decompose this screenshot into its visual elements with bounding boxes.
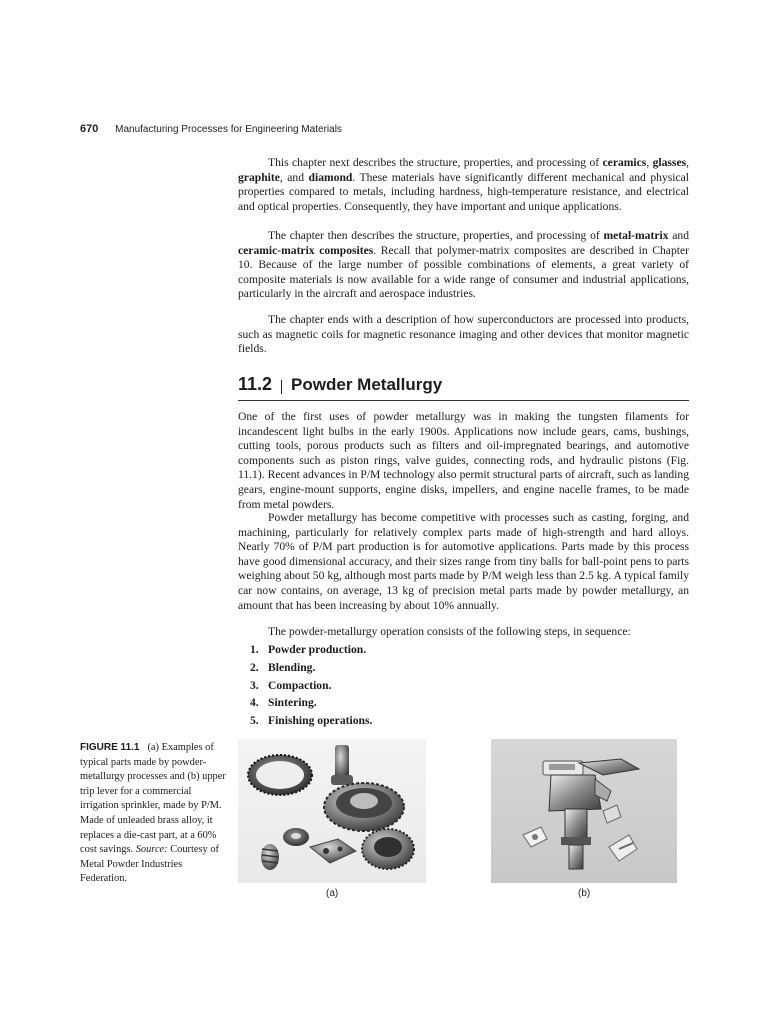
figure-photo-b — [491, 739, 677, 883]
trip-lever-part-icon — [603, 805, 621, 823]
figure-caption — [80, 741, 230, 887]
intro-paragraph-2 — [238, 229, 689, 302]
figure-sublabel-b: (b) — [578, 888, 591, 899]
gear-assembly-icon — [324, 783, 404, 831]
figure-photo-a — [238, 739, 426, 883]
splined-shaft-icon — [331, 745, 353, 785]
section-divider — [281, 380, 282, 394]
bearing-disk-icon — [362, 829, 414, 869]
ring-gear-icon — [248, 755, 312, 795]
list-item — [250, 677, 372, 695]
steps-list — [250, 641, 372, 730]
worm-gear-icon — [261, 844, 279, 870]
step-label: Blending. — [268, 660, 316, 674]
step-label: Sintering. — [268, 696, 317, 710]
text-run: , and — [279, 170, 309, 184]
section-title: Powder Metallurgy — [291, 375, 443, 394]
source-text: Courtesy of Metal Powder Industries Federation. — [80, 844, 220, 885]
text-run: This chapter next describes the structure, properties, and processing of — [268, 156, 603, 169]
page-number: 670 — [80, 123, 99, 135]
trip-lever-part-icon — [523, 827, 547, 847]
list-item — [250, 659, 372, 677]
text-run: . These materials have significantly different mechanical and physical properties compared to metals, including hardness, high-temperature resistance, and electrical and optical properties. Consequently, they have important and unique applications. — [238, 170, 689, 213]
step-label: Powder production. — [268, 643, 367, 656]
section-paragraph-2: Powder metallurgy has become competitive with processes such as casting, forging, and machining, particularly for relatively complex parts made of high-strength and hard alloys. Nearly 70% of P/M part production is for automotive applications. Parts made by this process have good dimensional accuracy, and their sizes range from tiny balls for ball-point pens to parts weighing about 50 kg, although most parts made by P/M weigh less than 2.5 kg. A typical family car now contains, on average, 13 kg of precision metal parts made by powder metallurgy, an amount that has been increasing by about 10% annually. — [238, 511, 689, 612]
term-metal-matrix: metal-matrix — [603, 229, 669, 242]
step-label: Finishing operations. — [268, 714, 373, 728]
text-run: and — [668, 229, 689, 242]
step-number: 1. — [250, 643, 259, 656]
section-number: 11.2 — [238, 374, 273, 394]
section-paragraph-1: One of the first uses of powder metallurgy was in making the tungsten filaments for incandescent light bulbs in the early 1900s. Applications now include gears, cams, bushings, cutting tools, porous products such as filters and oil-impregnated bearings, and automotive components such as piston rings, valve guides, connecting rods, and hydraulic pistons (Fig. 11.1). Recent advances in P/M technology also permit structural parts of aircraft, such as landing gears, engine-mount supports, engine disks, impellers, and engine nacelle frames, to be made from metal powders. — [238, 410, 689, 511]
text-run: , — [646, 156, 653, 169]
text-run: . Recall that polymer-matrix composites are described in Chapter 10. Because of the large number of possible combinations of elements, a great variety of composite materials is now available for a wide range of consumer and industrial applications, particularly in the aircraft and aerospace industries. — [238, 243, 689, 301]
running-title: Manufacturing Processes for Engineering Materials — [115, 124, 342, 135]
step-number: 2. — [250, 660, 259, 674]
flange-plate-icon — [310, 839, 356, 863]
step-number: 5. — [250, 714, 259, 728]
text-run: The chapter then describes the structure, properties, and processing of — [268, 229, 604, 242]
list-item — [250, 694, 372, 712]
step-number: 3. — [250, 678, 259, 692]
term-graphite: graphite — [238, 170, 280, 184]
term-glasses: glasses — [652, 156, 687, 169]
figure-sublabel-a: (a) — [326, 888, 339, 899]
intro-paragraph-3: The chapter ends with a description of how superconductors are processed into products, such as magnetic coils for magnetic resonance imaging and other devices that monitor magnetic fields. — [238, 313, 689, 356]
section-heading — [238, 374, 689, 401]
term-ceramic-matrix: ceramic-matrix composites — [238, 243, 374, 257]
step-label: Compaction. — [268, 678, 332, 692]
section-paragraph-3: The powder-metallurgy operation consists of the following steps, in sequence: — [268, 625, 631, 638]
term-ceramics: ceramics — [602, 156, 647, 169]
list-item — [250, 641, 372, 659]
running-head — [80, 123, 342, 135]
trip-lever-part-icon — [609, 835, 637, 861]
sprinkler-illustration — [491, 739, 677, 883]
step-number: 4. — [250, 696, 259, 710]
source-label: Source: — [135, 844, 168, 856]
figure-label: FIGURE 11.1 — [80, 742, 140, 753]
caption-text: (a) Examples of typical parts made by powder-metallurgy processes and (b) upper trip lever for a commercial irrigation sprinkler, made by P/M. Made of unleaded brass alloy, it replaces a die-cast part, at a 60% cost savings. — [80, 742, 226, 856]
list-item — [250, 712, 372, 730]
pm-parts-illustration — [238, 739, 426, 883]
intro-paragraph-1 — [238, 156, 689, 214]
term-diamond: diamond — [308, 170, 353, 184]
small-gear-icon — [283, 828, 309, 846]
text-run: , — [686, 156, 690, 169]
